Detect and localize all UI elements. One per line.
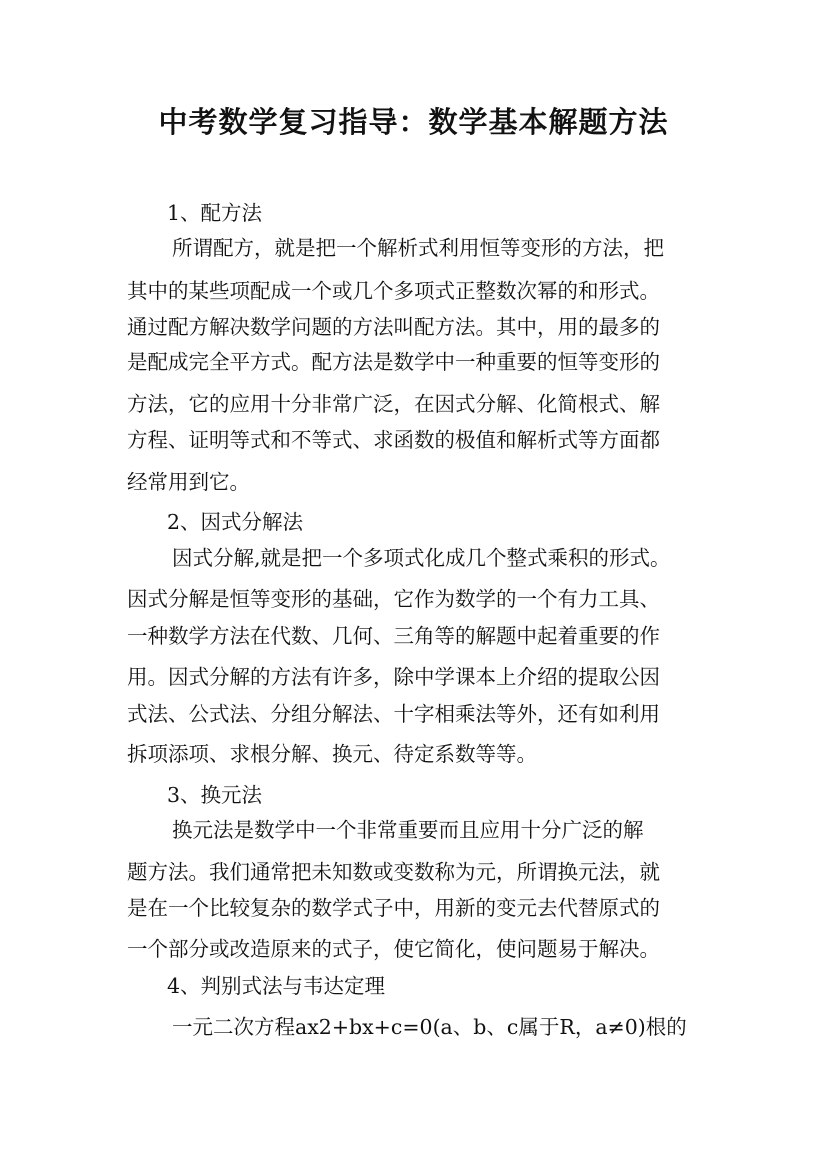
paragraph-line: 方程、证明等式和不等式、求函数的极值和解析式等方面都 — [127, 428, 660, 452]
paragraph-line: 方法，它的应用十分非常广泛，在因式分解、化简根式、解 — [127, 392, 660, 416]
paragraph-line: 一元二次方程ax2+bx+c=0(a、b、c属于R，a≠0)根的 — [172, 1015, 687, 1039]
paragraph-line: 是配成完全平方式。配方法是数学中一种重要的恒等变形的 — [127, 350, 660, 374]
paragraph-line: 因式分解是恒等变形的基础，它作为数学的一个有力工具、 — [127, 587, 660, 611]
paragraph-line: 拆项添项、求根分解、换元、待定系数等等。 — [127, 742, 537, 766]
paragraph-line: 其中的某些项配成一个或几个多项式正整数次幂的和形式。 — [127, 279, 660, 303]
section-heading-4: 4、判别式法与韦达定理 — [167, 974, 386, 998]
paragraph-line: 一种数学方法在代数、几何、三角等的解题中起着重要的作 — [127, 624, 660, 648]
paragraph-line: 换元法是数学中一个非常重要而且应用十分广泛的解 — [172, 818, 644, 842]
section-heading-3: 3、换元法 — [167, 783, 263, 807]
paragraph-line: 式法、公式法、分组分解法、十字相乘法等外，还有如利用 — [127, 702, 660, 726]
document-title: 中考数学复习指导：数学基本解题方法 — [158, 105, 669, 139]
paragraph-line: 是在一个比较复杂的数学式子中，用新的变元去代替原式的 — [127, 896, 660, 920]
paragraph-line: 因式分解,就是把一个多项式化成几个整式乘积的形式。 — [172, 546, 671, 570]
paragraph-line: 用。因式分解的方法有许多，除中学课本上介绍的提取公因 — [127, 665, 660, 689]
section-heading-2: 2、因式分解法 — [167, 510, 304, 534]
paragraph-line: 题方法。我们通常把未知数或变数称为元，所谓换元法，就 — [127, 860, 660, 884]
paragraph-line: 所谓配方，就是把一个解析式利用恒等变形的方法，把 — [172, 236, 664, 260]
paragraph-line: 一个部分或改造原来的式子，使它简化，使问题易于解决。 — [127, 937, 660, 961]
paragraph-line: 经常用到它。 — [127, 470, 250, 494]
section-heading-1: 1、配方法 — [167, 201, 263, 225]
paragraph-line: 通过配方解决数学问题的方法叫配方法。其中，用的最多的 — [127, 315, 660, 339]
